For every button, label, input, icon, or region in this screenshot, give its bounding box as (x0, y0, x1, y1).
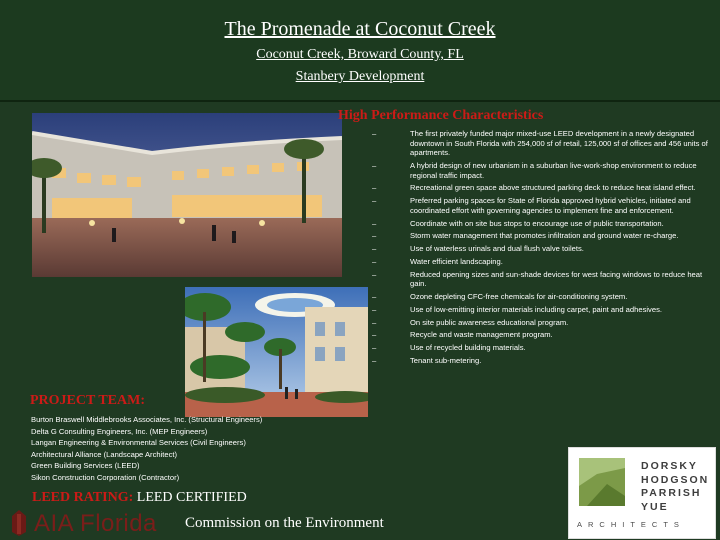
project-team-heading: PROJECT TEAM: (30, 393, 145, 408)
bullet-dash: – (372, 317, 377, 327)
characteristic-text: Preferred parking spaces for State of Florida approved hybrid vehicles, initiated and coordinated effort with governing agencies to implement fine and enforcement. (410, 196, 691, 215)
commission-text: Commission on the Environment (185, 515, 384, 531)
architect-name-line: PARRISH (641, 487, 702, 499)
developer-subtitle: Stanbery Development (295, 69, 425, 84)
leed-rating-value: LEED CERTIFIED (136, 490, 247, 505)
aia-florida-logo (4, 508, 184, 540)
characteristic-text: Storm water management that promotes infiltration and ground water re-charge. (410, 231, 679, 241)
characteristic-text: Coordinate with on site bus stops to encourage use of public transportation. (410, 218, 664, 228)
characteristic-text: The first privately funded major mixed-use LEED development in a newly designated downtown in South Florida with 254,000 sf of retail, 125,000 sf of offices and 456 units of apartments. (410, 129, 708, 158)
bullet-dash: – (372, 343, 377, 353)
characteristic-item (368, 343, 712, 353)
aia-florida-text: AIA Florida (34, 510, 157, 537)
architect-name-line: YUE (641, 500, 669, 513)
architect-mark-icon (577, 456, 627, 508)
team-member: Green Building Services (LEED) (31, 461, 140, 470)
characteristic-item (368, 129, 712, 158)
architects-label: ARCHITECTS (577, 520, 685, 529)
characteristics-heading: High Performance Characteristics (338, 108, 544, 123)
characteristic-item (368, 219, 712, 229)
characteristic-item (368, 196, 712, 215)
characteristic-item (368, 305, 712, 315)
characteristic-item (368, 292, 712, 302)
bullet-dash: – (372, 256, 377, 266)
characteristic-text: Use of low-emitting interior materials including carpet, paint and adhesives. (410, 304, 662, 314)
aia-emblem-icon (6, 508, 32, 538)
characteristic-text: Ozone depleting CFC-free chemicals for air-conditioning system. (410, 292, 628, 301)
team-member: Burton Braswell Middlebrooks Associates, Inc. (Structural Engineers) (31, 415, 263, 424)
bullet-dash: – (372, 244, 377, 254)
characteristic-text: A hybrid design of new urbanism in a suburban live-work-shop environment to reduce regional traffic impact. (410, 160, 697, 180)
characteristic-item (368, 270, 712, 289)
characteristic-item (368, 161, 712, 180)
characteristic-text: Recreational green space above structured parking deck to reduce heat island effect. (410, 183, 696, 193)
team-member: Sikon Construction Corporation (Contractor) (31, 472, 180, 482)
team-member: Architectural Alliance (Landscape Architect) (31, 449, 178, 459)
location-subtitle: Coconut Creek, Broward County, FL (256, 47, 464, 62)
bullet-dash: – (372, 218, 377, 228)
characteristic-item (368, 231, 712, 241)
bullet-dash: – (372, 231, 377, 241)
bullet-dash: – (372, 304, 377, 314)
architect-name-line: HODGSON (641, 473, 710, 486)
characteristic-text: Water efficient landscaping. (410, 256, 503, 266)
bullet-dash: – (372, 129, 377, 138)
bullet-dash: – (372, 160, 377, 170)
bullet-dash: – (372, 196, 377, 206)
bullet-dash: – (372, 330, 377, 340)
promenade-courtyard-photo (185, 287, 368, 417)
project-team-list (31, 414, 351, 483)
characteristic-text: Reduced opening sizes and sun-shade devices for west facing windows to reduce heat gain. (410, 269, 703, 289)
characteristic-text: Recycle and waste management program. (410, 330, 553, 340)
architect-names (641, 460, 709, 514)
characteristic-text: Use of waterless urinals and dual flush valve toilets. (410, 244, 584, 254)
characteristics-list (368, 129, 712, 369)
header-banner (0, 0, 720, 102)
architect-logo (568, 447, 716, 539)
characteristic-item (368, 318, 712, 328)
bullet-dash: – (372, 355, 377, 365)
characteristic-item (368, 356, 712, 366)
leed-rating-label: LEED RATING: (32, 490, 134, 505)
page-title: The Promenade at Coconut Creek (224, 18, 496, 40)
team-member: Langan Engineering & Environmental Services (Civil Engineers) (31, 438, 246, 447)
characteristic-text: Use of recycled building materials. (410, 343, 526, 353)
bullet-dash: – (372, 292, 377, 301)
bullet-dash: – (372, 269, 377, 279)
characteristic-item (368, 183, 712, 193)
characteristic-item (368, 330, 712, 340)
architect-name-line: DORSKY (641, 460, 698, 472)
characteristic-item (368, 244, 712, 254)
team-member: Delta G Consulting Engineers, Inc. (MEP Engineers) (31, 426, 208, 436)
promenade-exterior-photo (32, 113, 342, 277)
characteristic-item (368, 257, 712, 267)
characteristic-text: Tenant sub-metering. (410, 355, 482, 365)
bullet-dash: – (372, 183, 377, 193)
leed-rating (32, 490, 247, 506)
characteristic-text: On site public awareness educational program. (410, 317, 569, 327)
